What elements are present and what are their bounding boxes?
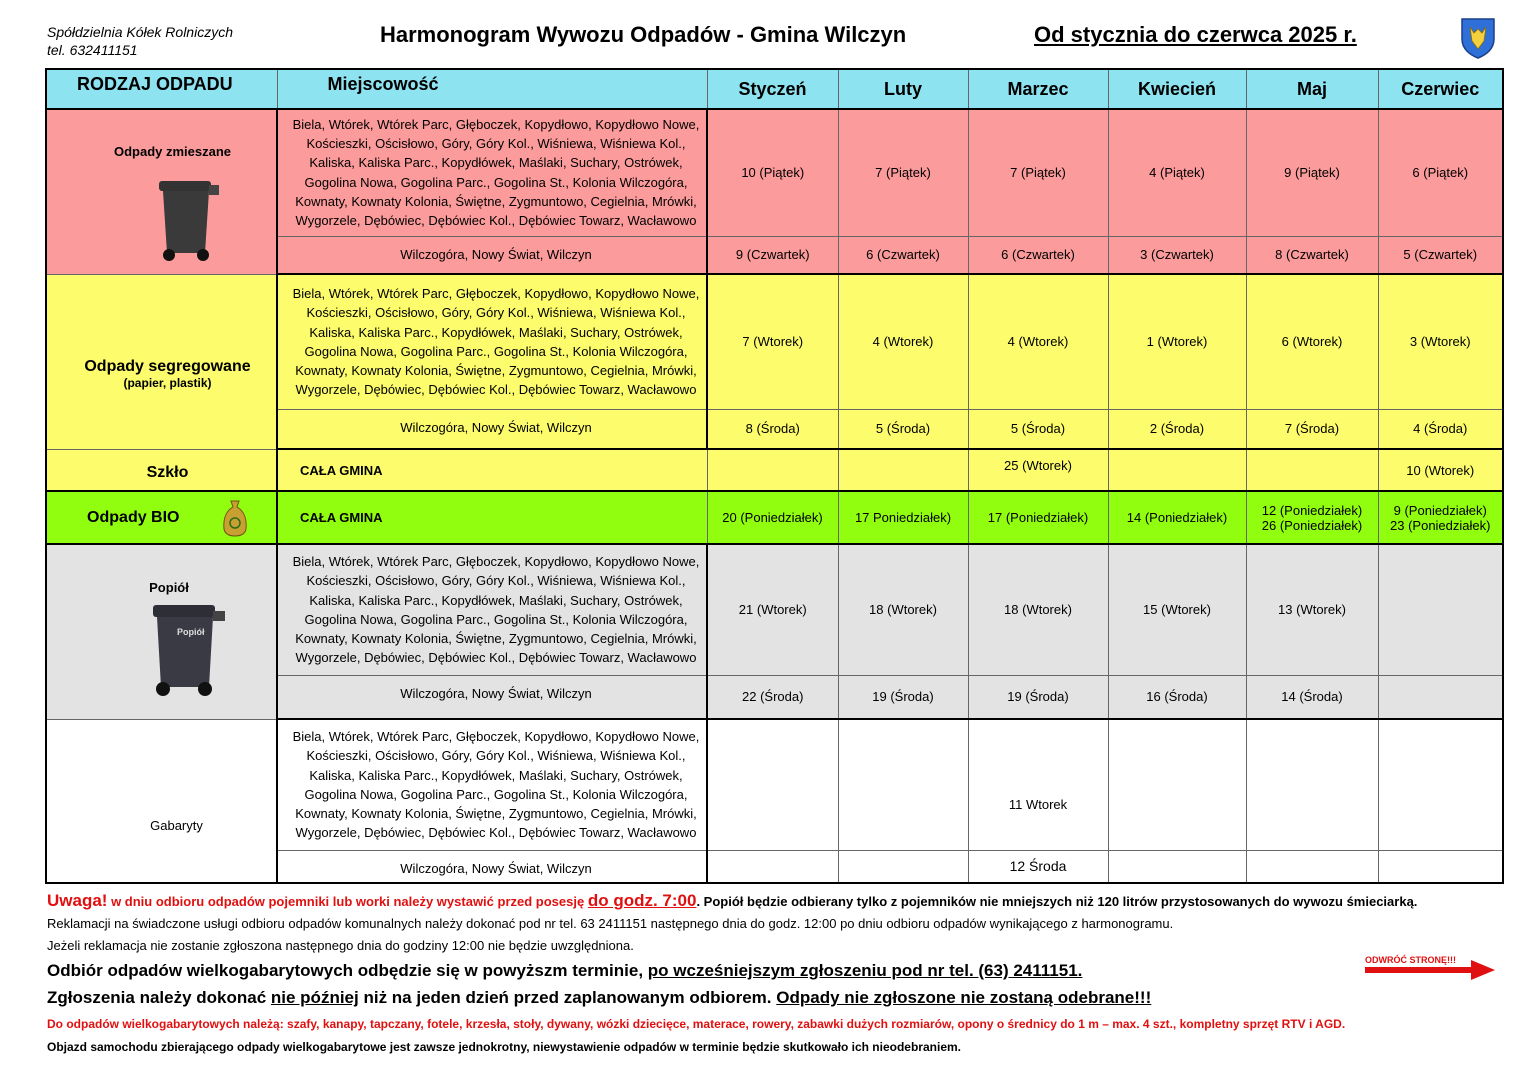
bio-bag-icon — [222, 499, 248, 537]
waste-type-label: Odpady zmieszane — [113, 143, 232, 159]
note-bulky-items: Do odpadów wielkogabarytowych należą: szafy, kanapy, tapczany, fotele, krzesła, stoły, dywany, wózki dziecięce, materace, rowery, zabawki dużych rozmiarów, opony o średnicy do 1 m – max. 4 szt., kompletny sprzęt RTV i AGD. — [47, 1017, 1346, 1031]
date-cell: 3 (Czwartek) — [1108, 236, 1246, 274]
date-cell — [838, 449, 968, 491]
date-cell — [707, 850, 838, 883]
date-cell: 10 (Wtorek) — [1378, 449, 1503, 491]
date-cell: 20 (Poniedziałek) — [707, 491, 838, 544]
places-list: Wilczogóra, Nowy Świat, Wilczyn — [277, 850, 707, 883]
waste-type-ash — [46, 544, 277, 719]
date-cell: 2 (Środa) — [1108, 409, 1246, 449]
date-cell: 4 (Środa) — [1378, 409, 1503, 449]
note-bulky-report — [47, 984, 1487, 1011]
date-cell: 19 (Środa) — [968, 675, 1108, 719]
date-cell — [1108, 449, 1246, 491]
date-cell: 7 (Środa) — [1246, 409, 1378, 449]
waste-type-label: Odpady segregowane — [84, 357, 251, 375]
places-list: Biela, Wtórek, Wtórek Parc, Głęboczek, Kopydłowo, Kopydłowo Nowe, Kościeszki, Ościsłowo, Góry, Góry Kol., Wiśniewa, Wiśniewa Kol., Kaliska, Kaliska Parc., Kopydłówek, Maślaki, Suchary, Ostrówek, Gogolina Nowa, Gogolina Parc., Gogolina St., Kolonia Wilczogóra, Kownaty, Kownaty Kolonia, Świętne, Zygmuntowo, Cegielnia, Mrówki, Wygorzele, Dębówiec, Dębówiec Kol., Dębówiec Towarz, Wacławowo — [277, 109, 707, 236]
date-cell — [1246, 850, 1378, 883]
date-cell: 18 (Wtorek) — [968, 544, 1108, 675]
date-cell — [707, 449, 838, 491]
places-list: Wilczogóra, Nowy Świat, Wilczyn — [277, 236, 707, 274]
date-cell: 5 (Czwartek) — [1378, 236, 1503, 274]
date-cell: 14 (Poniedziałek) — [1108, 491, 1246, 544]
month-header: Marzec — [968, 69, 1108, 109]
waste-type-bulky: Gabaryty — [46, 719, 277, 883]
date-cell — [1108, 719, 1246, 850]
date-cell: 14 (Środa) — [1246, 675, 1378, 719]
warning-label: Uwaga! — [47, 891, 108, 910]
date-cell: 10 (Piątek) — [707, 109, 838, 236]
date-cell — [1246, 449, 1378, 491]
date-cell — [1108, 850, 1246, 883]
places-list: Wilczogóra, Nowy Świat, Wilczyn — [277, 675, 707, 719]
mixed-row-1 — [46, 109, 1503, 236]
month-header: Czerwiec — [1378, 69, 1503, 109]
waste-type-label: Odpady BIO — [87, 508, 180, 526]
date-cell-double — [1246, 491, 1378, 544]
waste-type-sublabel: (papier, plastik) — [123, 375, 212, 390]
date-line: 26 (Poniedziałek) — [1261, 517, 1363, 533]
org-phone: tel. 632411151 — [47, 42, 138, 58]
date-cell: 5 (Środa) — [968, 409, 1108, 449]
date-cell: 7 (Piątek) — [838, 109, 968, 236]
date-cell: 7 (Piątek) — [968, 109, 1108, 236]
date-cell — [838, 719, 968, 850]
date-cell: 18 (Wtorek) — [838, 544, 968, 675]
date-cell: 6 (Czwartek) — [838, 236, 968, 274]
bulky-row-1 — [46, 719, 1503, 850]
date-cell-double — [1378, 491, 1503, 544]
date-cell: 19 (Środa) — [838, 675, 968, 719]
note-text: Zgłoszenia należy dokonać — [47, 988, 271, 1007]
date-cell: 8 (Środa) — [707, 409, 838, 449]
note-deadline: do godz. 7:00 — [587, 891, 697, 910]
note-bulky-once: Objazd samochodu zbierającego odpady wielkogabarytowe jest zawsze jednokrotny, niewystawienie odpadów w terminie będzie skutkowało ich nieodebraniem. — [47, 1040, 961, 1054]
date-cell — [1378, 719, 1503, 850]
schedule-table — [45, 68, 1504, 884]
note-text: Odbiór odpadów wielkogabarytowych odbędzie się w powyższm terminie, — [47, 961, 648, 980]
glass-row — [46, 449, 1503, 491]
date-cell: 6 (Wtorek) — [1246, 274, 1378, 409]
note-text: w dniu odbioru odpadów pojemniki lub worki należy wystawić przed posesję — [107, 894, 588, 909]
note-text: po wcześniejszym zgłoszeniu pod nr tel. (63) 2411151. — [647, 961, 1083, 980]
date-cell: 16 (Środa) — [1108, 675, 1246, 719]
date-cell: 13 (Wtorek) — [1246, 544, 1378, 675]
date-cell: 25 (Wtorek) — [968, 449, 1108, 491]
date-cell — [707, 719, 838, 850]
segregated-row-1 — [46, 274, 1503, 409]
date-cell — [838, 850, 968, 883]
date-cell: 6 (Piątek) — [1378, 109, 1503, 236]
date-cell: 11 Wtorek — [968, 719, 1108, 850]
month-header: Styczeń — [707, 69, 838, 109]
date-cell: 21 (Wtorek) — [707, 544, 838, 675]
date-cell: 15 (Wtorek) — [1108, 544, 1246, 675]
date-cell — [1378, 544, 1503, 675]
bin-icon — [155, 177, 225, 263]
col-type-header: RODZAJ ODPADU — [46, 69, 277, 109]
date-cell — [1378, 675, 1503, 719]
date-cell — [1378, 850, 1503, 883]
date-cell: 7 (Wtorek) — [707, 274, 838, 409]
date-cell: 17 (Poniedziałek) — [968, 491, 1108, 544]
places-list: Biela, Wtórek, Wtórek Parc, Głęboczek, Kopydłowo, Kopydłowo Nowe, Kościeszki, Ościsłowo, Góry, Góry Kol., Wiśniewa, Wiśniewa Kol., Kaliska, Kaliska Parc., Kopydłówek, Maślaki, Suchary, Ostrówek, Gogolina Nowa, Gogolina Parc., Gogolina St., Kolonia Wilczogóra, Kownaty, Kownaty Kolonia, Świętne, Zygmuntowo, Cegielnia, Mrówki, Wygorzele, Dębówiec, Dębówiec Kol., Dębówiec Towarz, Wacławowo — [277, 274, 707, 409]
month-header: Kwiecień — [1108, 69, 1246, 109]
places-list: Biela, Wtórek, Wtórek Parc, Głęboczek, Kopydłowo, Kopydłowo Nowe, Kościeszki, Ościsłowo, Góry, Góry Kol., Wiśniewa, Wiśniewa Kol., Kaliska, Kaliska Parc., Kopydłówek, Maślaki, Suchary, Ostrówek, Gogolina Nowa, Gogolina Parc., Gogolina St., Kolonia Wilczogóra, Kownaty, Kownaty Kolonia, Świętne, Zygmuntowo, Cegielnia, Mrówki, Wygorzele, Dębówiec, Dębówiec Kol., Dębówiec Towarz, Wacławowo — [277, 719, 707, 850]
waste-type-mixed — [46, 109, 277, 274]
date-cell: 6 (Czwartek) — [968, 236, 1108, 274]
schedule-period: Od stycznia do czerwca 2025 r. — [1034, 22, 1357, 47]
places-list: Wilczogóra, Nowy Świat, Wilczyn — [277, 409, 707, 449]
date-cell: 4 (Wtorek) — [968, 274, 1108, 409]
date-cell: 1 (Wtorek) — [1108, 274, 1246, 409]
bin-label: Popiół — [176, 626, 204, 637]
waste-type-bio — [46, 491, 277, 544]
coat-of-arms-icon — [1460, 17, 1496, 59]
waste-type-label: Popiół — [149, 579, 189, 595]
note-bulky-pickup — [47, 957, 1487, 984]
date-cell: 17 Poniedziałek) — [838, 491, 968, 544]
ash-row-1 — [46, 544, 1503, 675]
month-header: Luty — [838, 69, 968, 109]
date-cell: 4 (Wtorek) — [838, 274, 968, 409]
header-row — [46, 69, 1503, 109]
note-complaints-deadline: Jeżeli reklamacja nie zostanie zgłoszona następnego dnia do godziny 12:00 nie będzie uwzględniona. — [47, 938, 634, 953]
note-text: nie później — [270, 988, 359, 1007]
waste-type-segregated — [46, 274, 277, 449]
date-cell: 8 (Czwartek) — [1246, 236, 1378, 274]
date-cell: 9 (Czwartek) — [707, 236, 838, 274]
note-complaints: Reklamacji na świadczone usługi odbioru odpadów komunalnych należy dokonać pod nr tel. 63 2411151 następnego dnia do godz. 12:00 po dniu odbioru odpadów wynikającego z harmonogramu. — [47, 916, 1174, 931]
whole-commune-label: CAŁA GMINA — [277, 449, 707, 491]
bio-row — [46, 491, 1503, 544]
date-line: 23 (Poniedziałek) — [1390, 517, 1491, 533]
date-line: 9 (Poniedziałek) — [1393, 502, 1487, 518]
whole-commune-label: CAŁA GMINA — [277, 491, 707, 544]
waste-type-glass: Szkło — [46, 449, 277, 491]
notes-section — [47, 890, 1487, 1059]
places-list: Biela, Wtórek, Wtórek Parc, Głęboczek, Kopydłowo, Kopydłowo Nowe, Kościeszki, Ościsłowo, Góry, Góry Kol., Wiśniewa, Wiśniewa Kol., Kaliska, Kaliska Parc., Kopydłówek, Maślaki, Suchary, Ostrówek, Gogolina Nowa, Gogolina Parc., Gogolina St., Kolonia Wilczogóra, Kownaty, Kownaty Kolonia, Świętne, Zygmuntowo, Cegielnia, Mrówki, Wygorzele, Dębówiec, Dębówiec Kol., Dębówiec Towarz, Wacławowo — [277, 544, 707, 675]
date-cell: 9 (Piątek) — [1246, 109, 1378, 236]
date-cell: 5 (Środa) — [838, 409, 968, 449]
note-text: Odpady nie zgłoszone nie zostaną odebrane!!! — [776, 988, 1152, 1007]
turn-page-label: ODWRÓĆ STRONĘ!!! — [1365, 955, 1456, 965]
note-text: niż na jeden dzień przed zaplanowanym odbiorem. — [358, 988, 777, 1007]
date-cell: 22 (Środa) — [707, 675, 838, 719]
month-header: Maj — [1246, 69, 1378, 109]
note-text: . Popiół będzie odbierany tylko z pojemników nie mniejszych niż 120 litrów przystosowanych do wywozu śmieciarką. — [696, 894, 1418, 909]
ash-bin-icon — [147, 601, 237, 701]
col-place-header: Miejscowość — [277, 69, 707, 109]
organization — [47, 23, 233, 59]
date-cell: 12 Środa — [968, 850, 1108, 883]
org-name: Spółdzielnia Kółek Rolniczych — [47, 24, 233, 40]
date-cell — [1246, 719, 1378, 850]
page-title: Harmonogram Wywozu Odpadów - Gmina Wilczyn — [380, 22, 907, 47]
date-cell: 3 (Wtorek) — [1378, 274, 1503, 409]
arrow-right-icon — [1365, 960, 1497, 980]
date-line: 12 (Poniedziałek) — [1261, 502, 1363, 518]
date-cell: 4 (Piątek) — [1108, 109, 1246, 236]
note-warning — [47, 890, 1487, 913]
